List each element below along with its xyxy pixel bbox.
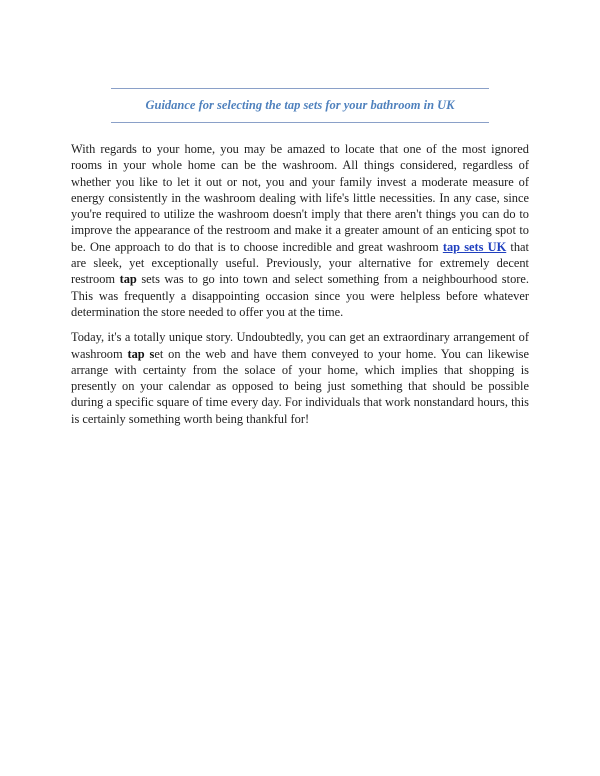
tap-sets-uk-link[interactable]: tap sets UK (442, 239, 507, 254)
paragraph-1-bold-tap: tap (119, 272, 137, 287)
title-top-rule (111, 88, 489, 89)
title-bottom-rule (111, 122, 489, 123)
paragraph-1 (71, 141, 529, 320)
paragraph-2-text-a: Today, it's a totally unique story. Undoubtedly, you can get an extraordinary arrangement of washroom (71, 330, 529, 361)
paragraph-2-text-b: et on the web and have them conveyed to your home. You can likewise arrange with certainty from the solace of your home, which implies that shopping is presently on your calendar as opposed to being just something that should be possible during a specific square of time every day. For individuals that work nonstandard hours, this is certainly something worth being thankful for! (71, 346, 529, 426)
document-body (71, 141, 529, 436)
paragraph-1-text-a: With regards to your home, you may be amazed to locate that one of the most ignored rooms in your whole home can be the washroom. All things considered, regardless of whether you like to let it out or not, you and your family invest a moderate measure of energy consistently in the washroom dealing with life's little necessities. In any case, since you're required to utilize the washroom doesn't imply that there aren't things you can do to improve the appearance of the restroom and make it a greater amount of an enticing spot to be. One approach to do that is to choose incredible and great washroom (71, 142, 529, 254)
document-title: Guidance for selecting the tap sets for your bathroom in UK (145, 98, 455, 112)
paragraph-2 (71, 329, 529, 427)
paragraph-1-text-b: that are sleek, yet exceptionally useful. Previously, your alternative for extremely decent restroom (71, 239, 530, 287)
paragraph-2-bold-tap: tap s (127, 346, 155, 361)
paragraph-1-text-c: sets was to go into town and select something from a neighbourhood store. This was frequently a disappointing occasion since you were helpless before whatever determination the store needed to offer you at the time. (71, 272, 529, 319)
